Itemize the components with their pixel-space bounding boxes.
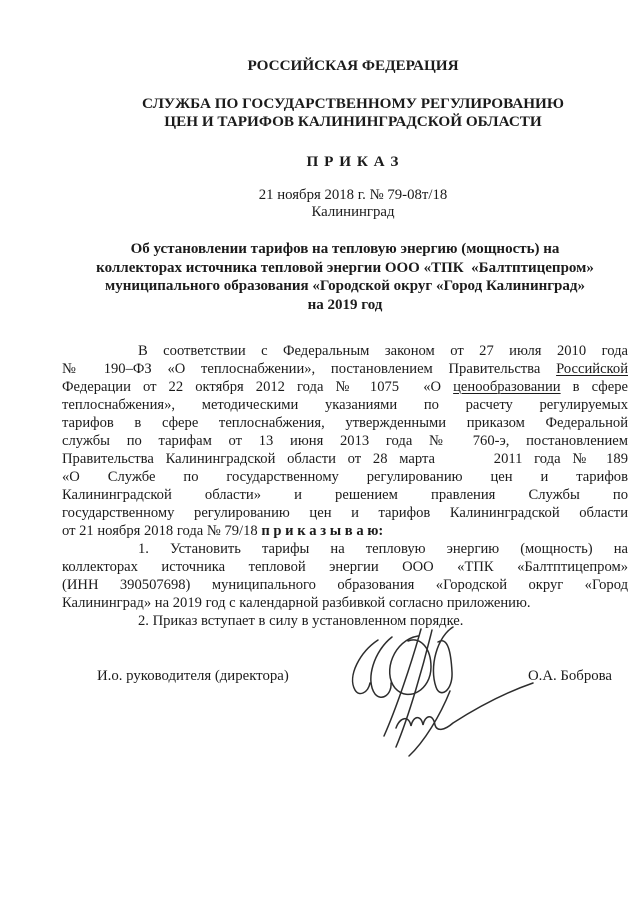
body-line: 2. Приказ вступает в силу в установленном порядке. <box>138 613 464 629</box>
body-line: В соответствии с Федеральным законом от 27 июля 2010 года <box>138 343 628 359</box>
document-type: П Р И К А З <box>306 153 400 170</box>
body-line: государственному регулированию цен и тарифов Калининградской области <box>62 505 628 521</box>
title-line: на 2019 год <box>307 296 383 313</box>
city-line: Калининград <box>311 204 395 220</box>
agency-name-line1: СЛУЖБА ПО ГОСУДАРСТВЕННОМУ РЕГУЛИРОВАНИЮ <box>142 95 564 112</box>
body-line: Федерации от 22 октября 2012 года № 1075 «О ценообразовании в сфере <box>62 379 628 395</box>
body-line: Калининградской области» и решением правления Службы по <box>62 487 628 503</box>
body-line: Правительства Калининградской области от 28 марта 2011 года № 189 <box>62 451 628 467</box>
body-line: тарифов в сфере теплоснабжения, утвержденными приказом Федеральной <box>62 415 628 431</box>
agency-name-line2: ЦЕН И ТАРИФОВ КАЛИНИНГРАДСКОЙ ОБЛАСТИ <box>164 113 542 130</box>
title-line: муниципального образования «Городской округ «Город Калининград» <box>105 278 585 294</box>
signatory-name: О.А. Боброва <box>527 668 612 684</box>
body-line: № 190–ФЗ «О теплоснабжении», постановлением Правительства Российской <box>62 361 628 377</box>
body-line: Калининград» на 2019 год с календарной разбивкой согласно приложению. <box>62 595 531 611</box>
body-line: коллекторах источника тепловой энергии ООО «ТПК «Балтптицепром» <box>62 559 628 575</box>
title-line: коллекторах источника тепловой энергии ООО «ТПК «Балтптицепром» <box>96 259 594 276</box>
document-body <box>62 342 628 630</box>
handwritten-signature-icon <box>332 624 552 804</box>
document-title <box>62 240 628 314</box>
body-line: «О Службе по государственному регулированию цен и тарифов <box>62 469 628 485</box>
agency-name <box>70 95 636 131</box>
title-line: Об установлении тарифов на тепловую энергию (мощность) на <box>130 241 560 257</box>
body-line: службы по тарифам от 13 июня 2013 года № 760-э, постановлением <box>62 433 628 449</box>
body-line: 1. Установить тарифы на тепловую энергию (мощность) на <box>138 541 628 557</box>
date-number-line: 21 ноября 2018 г. № 79-08т/18 <box>258 187 448 203</box>
body-line: теплоснабжения», методическими указаниями по расчету регулируемых <box>62 397 628 413</box>
body-line: (ИНН 390507698) муниципального образования «Городской округ «Город <box>62 577 628 593</box>
document-header <box>70 57 636 221</box>
signatory-position: И.о. руководителя (директора) <box>97 668 289 684</box>
country-name: РОССИЙСКАЯ ФЕДЕРАЦИЯ <box>247 57 459 74</box>
body-line: от 21 ноября 2018 года № 79/18 п р и к а з ы в а ю: <box>62 523 384 539</box>
